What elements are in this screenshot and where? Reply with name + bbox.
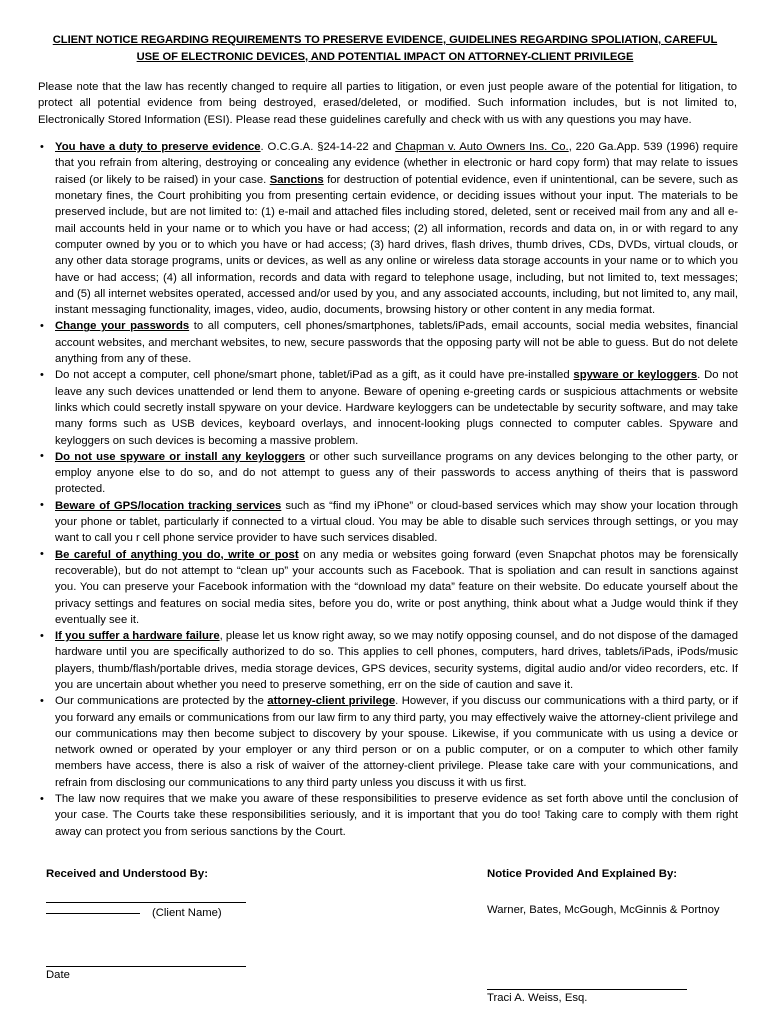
- signature-column-client: [46, 866, 466, 983]
- list-item-social-media: [38, 547, 738, 628]
- list-item-attorney-client-privilege: [38, 693, 738, 791]
- list-item-no-gift-devices: [38, 367, 738, 448]
- page-title: [46, 32, 724, 65]
- bullet-text: on any media or websites going forward (even Snapchat photos may be forensically recoverable), but do not attempt to “clean up” your accounts such as Facebook. That is spoliation and can result in sanctions against you. You can preserve your Facebook information with the “download my data” feature on their website. Do educate yourself about the privacy settings and features on social media sites, before you do, write or post anything, think about what a Judge would think if they eventually see it.: [55, 548, 738, 626]
- bullet-text: such as “find my iPhone” or cloud-based services which may show your location through your phone or tablet, particularly if connected to a virtual cloud. You may be able to disable such services through settings, or you may want to call you r cell phone service provider to have such services disabled.: [55, 499, 738, 545]
- bullet-text: . However, if you discuss our communications with a third party, or if you forward any emails or communications from our law firm to any third party, you may effectively waive the attorney-client privilege and our communications may then become subject to discovery by your spouse. Likewise, if you communicate with us using a device or network owned or operated by your employer or any third person or on a public computer, or on a computer to which other family members have access, there is also a risk of waiver of the attorney-client privilege. Please take care with your communications, and refrain from disclosing our communications to any third party unless you discuss it with us first.: [55, 695, 738, 789]
- bullet-text: The law now requires that we make you aware of these responsibilities to preserve evidence as set forth above until the conclusion of your case. The Courts take these responsibilities seriously, and it is important that you do too! Taking care to comply with them right away can protect you from serious sanctions by the Court.: [55, 793, 738, 838]
- bullet-emphasis-spyware-keyloggers: spyware or keyloggers: [573, 369, 698, 382]
- bullet-text-part-2: for destruction of potential evidence, even if unintentional, can be severe, such as monetary fines, the Court prohibiting you from presenting certain evidence, or deciding issues without your input. The materials to be preserved include, but are not limited to: (1) e-mail and attached files including stored, deleted, sent or received mail from any and all e-mail accounts held in your name or to which you have or had access; (2) all information, records and data on, in or with regard to any computer owned by you or to which you have or had access; (3) hard drives, flash drives, thumb drives, CDs, DVDs, virtual clouds, or any other data storage programs, units or devices, as well as any online or wireless data storage accounts in your name or to which you have or had access; (4) all information, records and data with regard to telephone usage, including, but not limited to, text messages; and (5) all internet websites operated, accessed and/or used by you, and any associated accounts, including, but not limited to, any mail, instant messaging functionality, images, video, audio, documents, browsing history or other content in any media format.: [55, 173, 738, 317]
- guidelines-list: [38, 139, 738, 840]
- firm-name: Warner, Bates, McGough, McGinnis & Portnoy: [487, 904, 720, 917]
- bullet-text: or other such surveillance programs on any devices belonging to the other party, or employ anyone else to do so, and do not attempt to guess any of their passwords to access anything of theirs that is password protected.: [55, 450, 738, 496]
- signature-block: [38, 866, 738, 1016]
- client-name-row: [46, 905, 466, 921]
- list-item-change-passwords: [38, 318, 738, 367]
- list-item-gps-tracking: [38, 498, 738, 547]
- bullet-lead-in: You have a duty to preserve evidence: [55, 141, 261, 154]
- date-label: Date: [46, 968, 70, 981]
- list-item-law-requires-notice: [38, 791, 738, 840]
- bullet-text: , please let us know right away, so we may notify opposing counsel, and do not dispose of the damaged hardware until you are specifically authorized to do so. This applies to cell phones, computers, hard drives, tablets/iPads, iPods/music players, thumb/flash/portable drives, media storage devices, GPS devices, security systems, digital audio and/or video recorders, etc. If you are uncertain about whether you need to preserve something, err on the side of caution and save it.: [55, 630, 738, 691]
- list-item-hardware-failure: [38, 628, 738, 693]
- bullet-lead-in: Beware of GPS/location tracking services: [55, 499, 282, 512]
- bullet-text-part-1: , 220 Ga.App. 539 (1996) require that you refrain from altering, destroying or concealing any evidence (whether in electronic or hard copy form) that may relate to issues raised (or likely to be raised) in your case.: [55, 141, 739, 186]
- bullet-lead-in: Do not use spyware or install any keyloggers: [55, 450, 306, 463]
- intro-paragraph: Please note that the law has recently changed to require all parties to litigation, or even just people aware of the potential for litigation, to protect all potential evidence from being destroyed, erased/deleted, or modified. Such information includes, but is not limited to, Electronically Stored Information (ESI). Please read these guidelines carefully and check with us with any questions you may have.: [38, 81, 737, 126]
- received-understood-heading: Received and Understood By:: [46, 867, 209, 880]
- bullet-lead-in: Change your passwords: [55, 320, 190, 333]
- bullet-text: . O.C.G.A. §24-14-22 and: [260, 141, 396, 154]
- bullet-emphasis-attorney-client-privilege: attorney-client privilege: [267, 695, 396, 708]
- bullet-lead-in: If you suffer a hardware failure: [55, 630, 220, 643]
- bullet-lead-in: Be careful of anything you do, write or post: [55, 548, 299, 561]
- bullet-text-prefix: Our communications are protected by the: [55, 695, 268, 708]
- notice-provided-heading: Notice Provided And Explained By:: [487, 867, 678, 880]
- client-signature-line[interactable]: [46, 902, 246, 903]
- page-title-line-2: USE OF ELECTRONIC DEVICES, AND POTENTIAL IMPACT ON ATTORNEY-CLIENT PRIVILEGE: [136, 50, 634, 63]
- bullet-text: . Do not leave any such devices unattended or lend them to anyone. Beware of opening e-greeting cards or suspicious attachments or website links which could secretly install spyware on your device. Hardware keyloggers can be undetectable by security software, and may take many forms such as USB devices, keyboard overlays, and innocent-looking plugs connected to computer cables. Spyware and keyloggers on such devices is becoming a massive problem.: [55, 369, 738, 447]
- list-item-duty-to-preserve: [38, 139, 738, 318]
- bullet-emphasis-sanctions: Sanctions: [269, 173, 324, 186]
- list-item-no-spyware: [38, 449, 738, 498]
- client-name-line[interactable]: [46, 913, 140, 914]
- signature-column-firm: [487, 866, 768, 1006]
- attorney-name: Traci A. Weiss, Esq.: [487, 991, 588, 1004]
- client-name-label: (Client Name): [152, 907, 222, 920]
- bullet-text: to all computers, cell phones/smartphones, tablets/iPads, email accounts, social media websites, financial account websites, and merchant websites, to new, secure passwords that the opposing party will not be able to guess. But do not delete anything from any of these.: [55, 320, 738, 366]
- case-citation: Chapman v. Auto Owners Ins. Co.: [395, 141, 569, 154]
- page-title-line-1: CLIENT NOTICE REGARDING REQUIREMENTS TO PRESERVE EVIDENCE, GUIDELINES REGARDING SPOLIATION, CAREFUL: [52, 34, 718, 46]
- bullet-text-prefix: Do not accept a computer, cell phone/smart phone, tablet/iPad as a gift, as it could have pre-installed: [55, 369, 574, 382]
